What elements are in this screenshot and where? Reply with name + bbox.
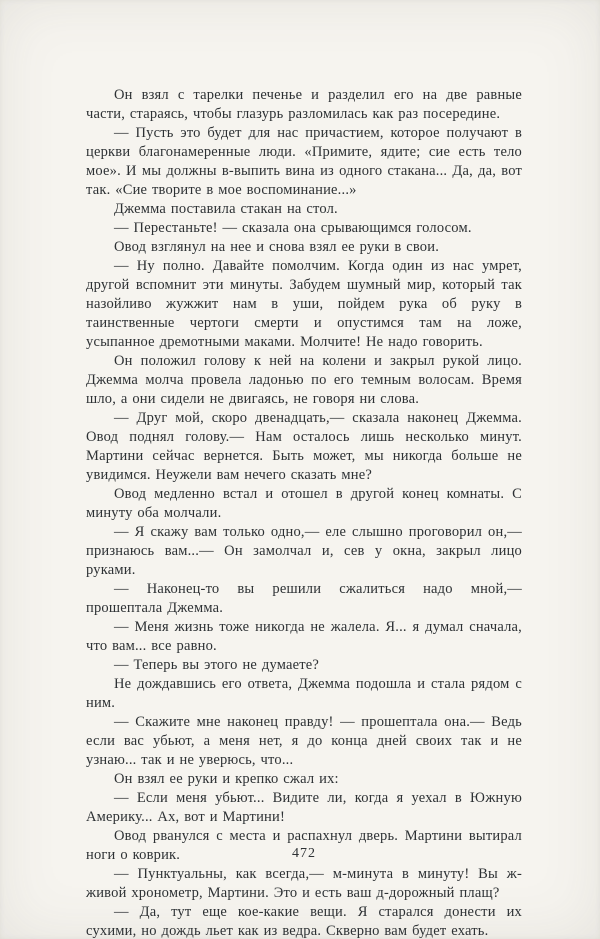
paragraph: — Я скажу вам только одно,— еле слышно проговорил он,— признаюсь вам...— Он замолчал и, сев у окна, закрыл лицо руками. <box>86 524 522 578</box>
paragraph: Овод рванулся с места и распахнул дверь. Мартини вытирал ноги о коврик. <box>86 828 522 863</box>
paragraph: — Пусть это будет для нас причастием, которое получают в церкви благонамеренные люди. «Примите, ядите; сие есть тело мое». И мы должны в-выпить вина из одного стакана... Да, да, вот так. «Сие творите в мое воспоминание...» <box>86 125 522 198</box>
paragraph: — Да, тут еще кое-какие вещи. Я старался донести их сухими, но дождь льет как из ведра. Скверно вам будет ехать. <box>86 904 522 939</box>
paragraph: — Ну полно. Давайте помолчим. Когда один из нас умрет, другой вспомнит эти минуты. Забудем шумный мир, который так назойливо жужжит нам в уши, пойдем рука об руку в таинственные чертоги смерти и опустимся там на ложе, усыпанное дремотными маками. Молчите! Не надо говорить. <box>86 258 522 350</box>
paragraph: — Перестаньте! — сказала она срывающимся голосом. <box>114 220 472 236</box>
paragraph: — Скажите мне наконец правду! — прошептала она.— Ведь если вас убьют, а меня нет, я до конца дней своих так и не узнаю... так и не уверюсь, что... <box>86 714 522 768</box>
paragraph: Он положил голову к ней на колени и закрыл рукой лицо. Джемма молча провела ладонью по его темным волосам. Время шло, а они сидели не двигаясь, не говоря ни слова. <box>86 353 522 407</box>
paragraph: — Друг мой, скоро двенадцать,— сказала наконец Джемма. Овод поднял голову.— Нам осталось лишь несколько минут. Мартини сейчас вернется. Быть может, мы никогда больше не увидимся. Неужели вам нечего сказать мне? <box>86 410 522 483</box>
paragraph: — Меня жизнь тоже никогда не жалела. Я... я думал сначала, что вам... все равно. <box>86 619 522 654</box>
paragraph: Он взял с тарелки печенье и разделил его на две равные части, стараясь, чтобы глазурь разломилась как раз посередине. <box>86 87 522 122</box>
paragraph: Он взял ее руки и крепко сжал их: <box>114 771 339 787</box>
paragraph: — Если меня убьют... Видите ли, когда я уехал в Южную Америку... Ах, вот и Мартини! <box>86 790 522 825</box>
paragraph: Не дождавшись его ответа, Джемма подошла и стала рядом с ним. <box>86 676 522 711</box>
paragraph: Овод медленно встал и отошел в другой конец комнаты. С минуту оба молчали. <box>86 486 522 521</box>
paragraph: — Пунктуальны, как всегда,— м-минута в минуту! Вы ж-живой хронометр, Мартини. Это и есть ваш д-дорожный плащ? <box>86 866 522 901</box>
paragraph: — Теперь вы этого не думаете? <box>114 657 320 673</box>
paragraph: Джемма поставила стакан на стол. <box>114 201 338 217</box>
page-number: 472 <box>292 846 316 861</box>
paragraph: Овод взглянул на нее и снова взял ее руки в свои. <box>114 239 440 255</box>
text-block <box>86 86 522 939</box>
paragraph: — Наконец-то вы решили сжалиться надо мной,— прошептала Джемма. <box>86 581 522 616</box>
